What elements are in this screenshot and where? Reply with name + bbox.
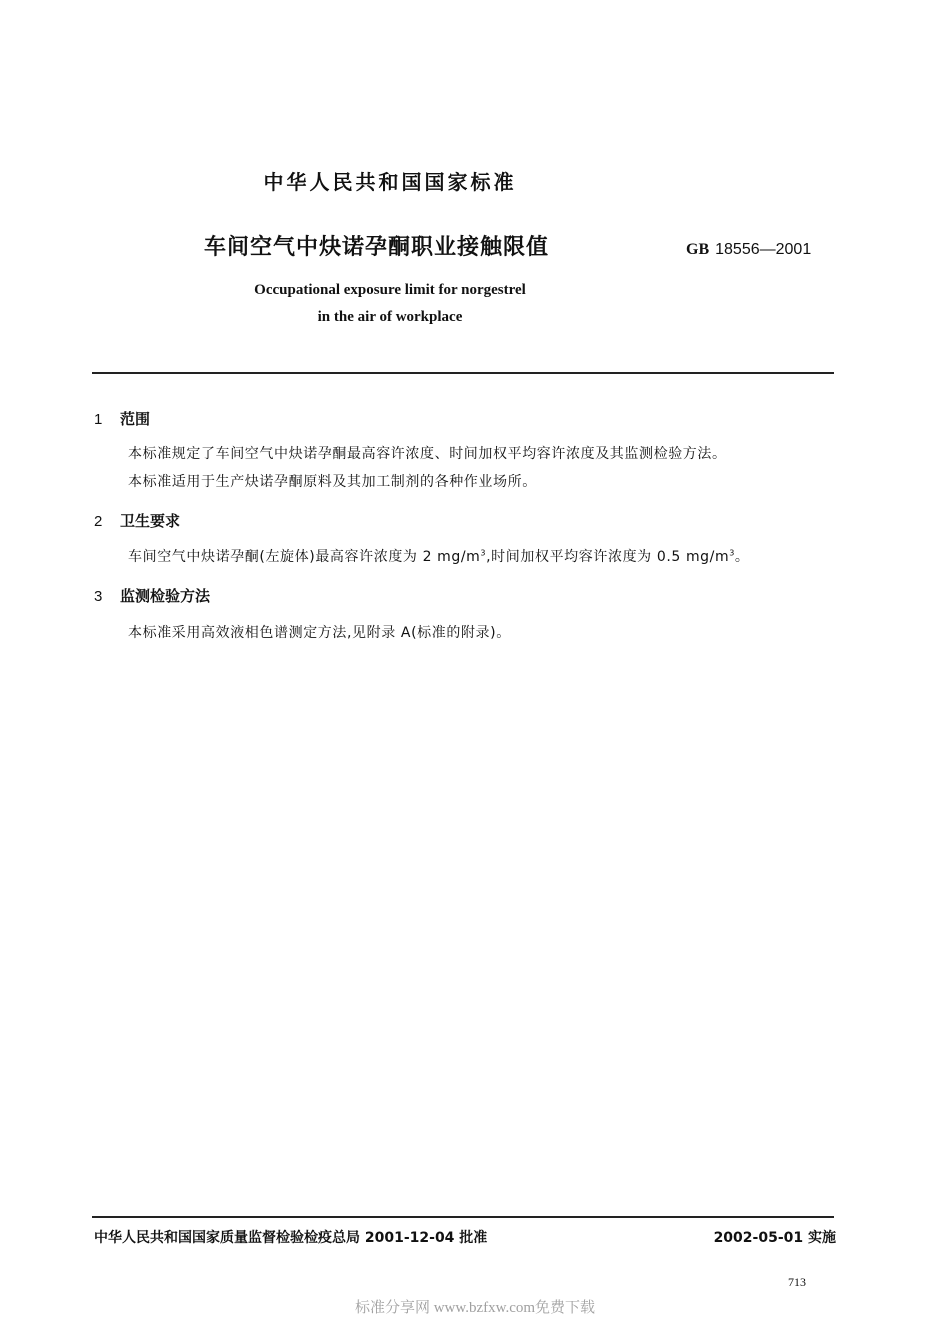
standard-code-number: 18556—2001 — [715, 241, 812, 258]
header-divider — [92, 372, 834, 374]
standard-title-zh: 车间空气中炔诺孕酮职业接触限值 — [204, 235, 550, 260]
section-1-paragraph-2: 本标准适用于生产炔诺孕酮原料及其加工制剂的各种作业场所。 — [128, 474, 537, 490]
standard-code — [686, 241, 811, 259]
national-standard-heading: 中华人民共和国国家标准 — [263, 170, 517, 194]
standard-code-prefix: GB — [686, 241, 710, 258]
section-3-heading — [94, 585, 210, 606]
section-title: 卫生要求 — [120, 512, 181, 530]
effective-date: 2002-05-01 实施 — [713, 1230, 836, 1246]
limit-text-part3: 。 — [734, 549, 750, 565]
limit-text-part1: 车间空气中炔诺孕酮(左旋体)最高容许浓度为 2 mg/m — [128, 549, 481, 565]
standard-title-en-line1: Occupational exposure limit for norgestrel — [254, 282, 526, 298]
section-1-paragraph-1: 本标准规定了车间空气中炔诺孕酮最高容许浓度、时间加权平均容许浓度及其监测检验方法。 — [128, 446, 727, 462]
section-title: 范围 — [120, 410, 151, 428]
section-2-heading — [94, 510, 180, 531]
section-3-paragraph-1: 本标准采用高效液相色谱测定方法,见附录 A(标准的附录)。 — [128, 625, 511, 641]
section-2-paragraph-1 — [128, 546, 750, 566]
issuer-approval: 中华人民共和国国家质量监督检验检疫总局 2001-12-04 批准 — [94, 1230, 488, 1246]
section-number: 2 — [94, 513, 103, 530]
section-title: 监测检验方法 — [120, 587, 211, 605]
section-1-heading — [94, 408, 150, 429]
section-number: 3 — [94, 588, 103, 605]
superscript: 3 — [480, 548, 487, 558]
page-number: 713 — [788, 1275, 806, 1289]
standard-title-en-line2: in the air of workplace — [317, 309, 463, 325]
limit-text-part2: ,时间加权平均容许浓度为 0.5 mg/m — [486, 549, 730, 565]
footer-divider — [92, 1216, 834, 1218]
watermark: 标准分享网 www.bzfxw.com免费下载 — [354, 1300, 596, 1316]
superscript: 3 — [729, 548, 735, 558]
section-number: 1 — [94, 411, 103, 428]
